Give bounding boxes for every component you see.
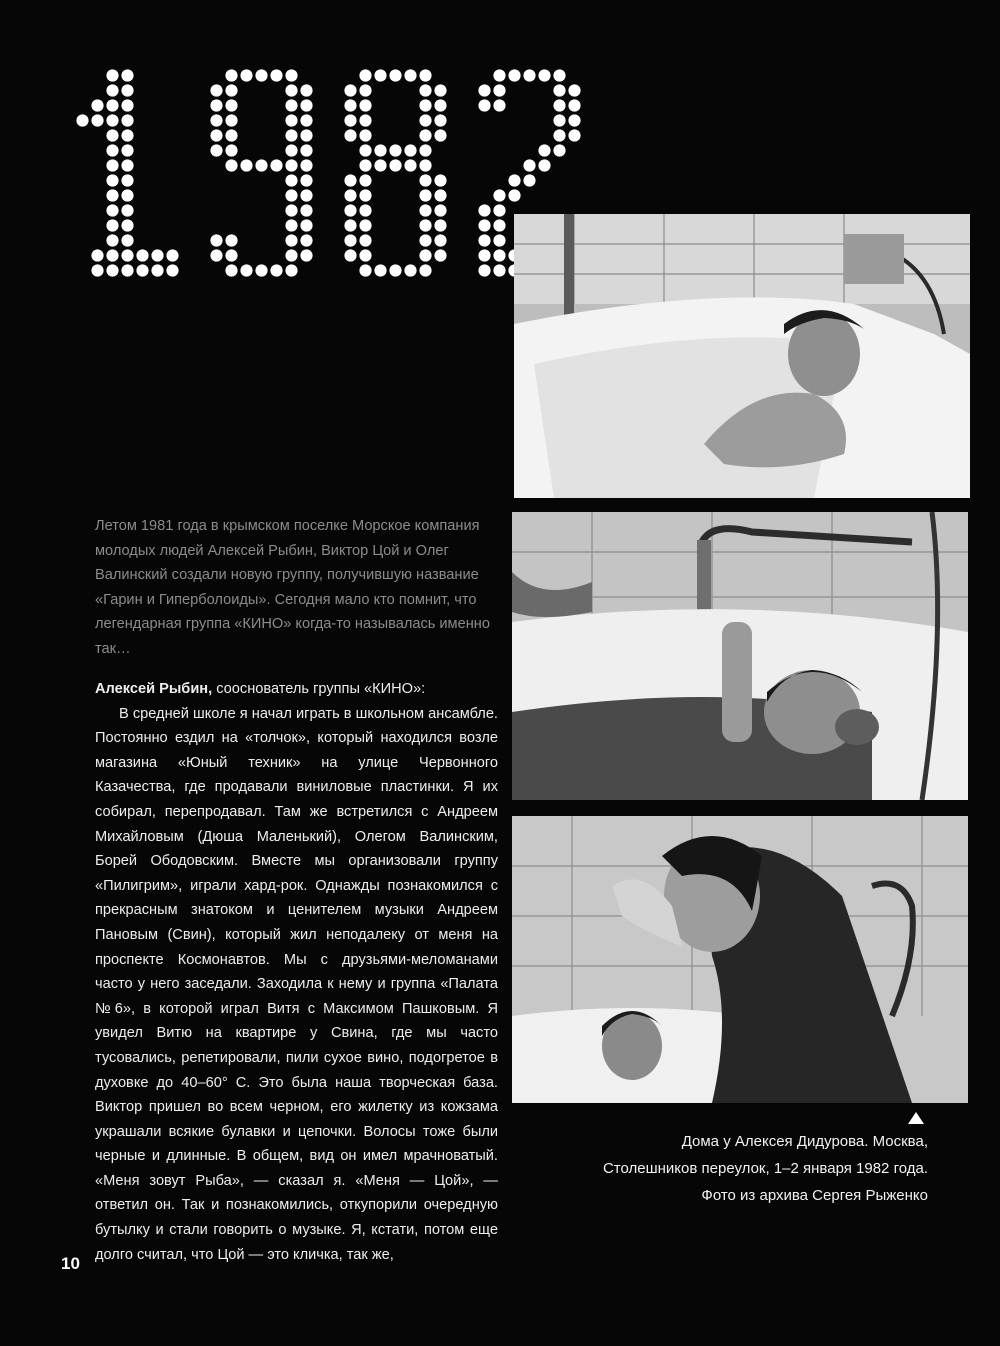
year-dot: [106, 249, 118, 261]
year-dot: [106, 159, 118, 171]
year-dot: [523, 69, 535, 81]
year-dot: [478, 264, 490, 276]
year-dot: [121, 159, 133, 171]
year-dot: [568, 114, 580, 126]
year-dot: [225, 264, 237, 276]
year-dot: [344, 174, 356, 186]
year-dot: [553, 144, 565, 156]
year-dot: [106, 264, 118, 276]
year-dot: [419, 174, 431, 186]
year-dot: [121, 129, 133, 141]
year-dot: [523, 159, 535, 171]
year-dot: [359, 219, 371, 231]
year-dot: [270, 264, 282, 276]
article-lead: [95, 677, 498, 702]
year-dot: [553, 69, 565, 81]
year-dot: [419, 69, 431, 81]
year-dot: [419, 159, 431, 171]
year-dot: [419, 114, 431, 126]
year-dot: [344, 129, 356, 141]
photo-bathtub-2: [512, 512, 968, 800]
year-dot: [538, 159, 550, 171]
year-dot: [285, 204, 297, 216]
year-dot: [91, 99, 103, 111]
year-dot: [359, 174, 371, 186]
year-dot: [404, 159, 416, 171]
year-dot: [568, 84, 580, 96]
year-dot: [493, 264, 505, 276]
year-dot: [344, 99, 356, 111]
year-dot: [389, 159, 401, 171]
year-dot: [210, 144, 222, 156]
year-dot: [285, 249, 297, 261]
article-text: [95, 677, 498, 1267]
year-dot: [553, 129, 565, 141]
year-dot: [300, 99, 312, 111]
year-dot: [285, 234, 297, 246]
year-dot: [389, 69, 401, 81]
year-dot: [359, 249, 371, 261]
article-body: В средней школе я начал играть в школьном ансамбле. Постоянно ездил на «толчок», который находился возле магазина «Юный техник» на улице Червонного Казачества, где продавали виниловые пластинки. Я их собирал, перепродавал. Там же встретился с Андреем Михайловым (Дюша Маленький), Олегом Валинским, Борей Ободовским. Вместе мы организовали группу «Пилигрим», играли хард-рок. Однажды познакомился с прекрасным знатоком и ценителем музыки Андреем Пановым (Свин), который жил неподалеку от меня на проспекте Космонавтов. Мы с друзьями-меломанами часто у него заседали. Заходила к нему и группа «Палата №6», в которой играл Витя с Максимом Пашковым. Я увидел Витю на квартире у Свина, где мы часто тусовались, репетировали, пили сухое вино, подогретое в духовке до 40–60° С. Это была наша творческая база. Виктор пришел во всем черном, его жилетку из кожзама украшали всякие булавки и цепочки. Волосы тоже были черные и длинные. В общем, вид он имел мрачноватый. «Меня зовут Рыба», — сказал я. «Меня — Цой», — ответил он. Так и познакомились, откупорили очередную бутылку и стали говорить о музыке. Я, кстати, потом еще долго считал, что Цой — это кличка, так же,: [95, 705, 498, 1263]
photo-bathtub-1: [514, 214, 970, 498]
year-dot: [106, 189, 118, 201]
year-dot: [359, 69, 371, 81]
year-dot: [359, 159, 371, 171]
year-dot: [225, 114, 237, 126]
year-dot: [300, 159, 312, 171]
year-dot: [389, 264, 401, 276]
year-dot: [300, 144, 312, 156]
year-dot: [359, 129, 371, 141]
year-dot: [121, 99, 133, 111]
year-dot: [568, 99, 580, 111]
year-dot: [121, 69, 133, 81]
year-dot: [225, 159, 237, 171]
year-dot: [240, 69, 252, 81]
year-dot: [285, 99, 297, 111]
year-dot: [359, 144, 371, 156]
year-dot: [344, 219, 356, 231]
year-dot: [419, 144, 431, 156]
year-dot: [106, 234, 118, 246]
year-dot: [359, 114, 371, 126]
year-dot: [240, 264, 252, 276]
year-dot: [270, 159, 282, 171]
year-dot: [300, 219, 312, 231]
year-dot: [121, 234, 133, 246]
year-dot: [359, 234, 371, 246]
year-dot: [121, 144, 133, 156]
year-dot: [121, 219, 133, 231]
year-dot: [493, 234, 505, 246]
year-dot: [300, 114, 312, 126]
year-dot: [359, 189, 371, 201]
year-dot: [478, 204, 490, 216]
year-dot: [538, 144, 550, 156]
year-headline: [75, 68, 585, 278]
year-dot: [225, 234, 237, 246]
speaker-name: Алексей Рыбин,: [95, 681, 213, 697]
year-dot: [300, 174, 312, 186]
intro-paragraph: Летом 1981 года в крымском поселке Морское компания молодых людей Алексей Рыбин, Виктор Цой и Олег Валинский создали новую группу, получившую название «Гарин и Гиперболоиды». Сегодня мало кто помнит, что легендарная группа «КИНО» когда-то называлась именно так…: [95, 518, 490, 657]
year-dot: [374, 159, 386, 171]
year-dot: [374, 69, 386, 81]
year-dot: [91, 114, 103, 126]
year-dot: [210, 249, 222, 261]
year-dot: [285, 114, 297, 126]
year-dot: [374, 264, 386, 276]
year-dot: [255, 69, 267, 81]
year-dot: [300, 234, 312, 246]
year-dot: [359, 204, 371, 216]
year-dot: [210, 114, 222, 126]
year-dot: [478, 234, 490, 246]
year-dot: [300, 249, 312, 261]
year-dot: [493, 219, 505, 231]
year-dot: [300, 204, 312, 216]
year-dot: [493, 99, 505, 111]
year-dot: [210, 234, 222, 246]
year-dot: [419, 189, 431, 201]
year-dot: [434, 99, 446, 111]
photo-bathtub-3: [512, 816, 968, 1103]
year-dot: [136, 264, 148, 276]
year-dot: [538, 69, 550, 81]
year-dot: [493, 189, 505, 201]
year-dot: [106, 129, 118, 141]
year-dot: [106, 114, 118, 126]
year-dot: [210, 99, 222, 111]
year-dot: [493, 84, 505, 96]
year-dot: [151, 249, 163, 261]
year-dot: [508, 189, 520, 201]
year-dot: [434, 219, 446, 231]
year-dot: [166, 264, 178, 276]
year-dot: [434, 114, 446, 126]
year-dot: [434, 174, 446, 186]
year-dot: [285, 189, 297, 201]
year-dot: [478, 99, 490, 111]
year-dot: [240, 159, 252, 171]
year-dot: [91, 264, 103, 276]
year-dot: [225, 69, 237, 81]
year-dot: [493, 204, 505, 216]
year-dot: [419, 129, 431, 141]
year-dot: [285, 144, 297, 156]
year-dot: [568, 129, 580, 141]
year-dot: [225, 99, 237, 111]
year-dot: [478, 219, 490, 231]
year-dot: [285, 174, 297, 186]
year-dot: [359, 99, 371, 111]
triangle-up-icon: [908, 1112, 924, 1124]
year-dot: [91, 249, 103, 261]
year-dot: [106, 69, 118, 81]
year-dot: [106, 174, 118, 186]
year-dot: [419, 234, 431, 246]
year-dot: [359, 84, 371, 96]
year-dot: [419, 84, 431, 96]
year-dot: [419, 264, 431, 276]
page-number: 10: [61, 1254, 80, 1273]
year-dot: [374, 144, 386, 156]
year-dot: [493, 249, 505, 261]
speaker-role: сооснователь группы «КИНО»:: [212, 681, 426, 697]
year-dot: [404, 144, 416, 156]
year-dot: [225, 249, 237, 261]
year-dot: [166, 249, 178, 261]
year-dot: [285, 129, 297, 141]
photo-caption: [508, 1128, 928, 1209]
year-dot: [285, 84, 297, 96]
year-dot: [225, 144, 237, 156]
year-dot: [344, 204, 356, 216]
year-dot: [225, 129, 237, 141]
year-dot: [121, 114, 133, 126]
year-dot: [121, 249, 133, 261]
year-dot: [136, 249, 148, 261]
year-dot: [389, 144, 401, 156]
year-dot: [508, 69, 520, 81]
year-dot: [419, 219, 431, 231]
year-dot: [434, 204, 446, 216]
year-dot: [419, 99, 431, 111]
year-dot: [508, 174, 520, 186]
year-dot: [419, 249, 431, 261]
year-dot: [493, 69, 505, 81]
year-dot: [270, 69, 282, 81]
year-dot: [106, 144, 118, 156]
year-dot: [359, 264, 371, 276]
year-dot: [121, 264, 133, 276]
year-dot: [434, 249, 446, 261]
year-dot: [434, 84, 446, 96]
year-dot: [106, 204, 118, 216]
year-dot: [300, 189, 312, 201]
year-dot: [121, 174, 133, 186]
year-dot: [106, 99, 118, 111]
year-dot: [344, 234, 356, 246]
year-dot: [344, 249, 356, 261]
year-dot: [210, 129, 222, 141]
year-dot: [523, 174, 535, 186]
year-dot: [121, 204, 133, 216]
year-dot: [478, 249, 490, 261]
year-dot: [121, 84, 133, 96]
year-dot: [76, 114, 88, 126]
year-dot: [434, 129, 446, 141]
year-dot: [255, 159, 267, 171]
caption-line: Столешников переулок, 1–2 января 1982 года.: [602, 1160, 928, 1177]
caption-line: Дома у Алексея Дидурова. Москва,: [681, 1133, 928, 1150]
year-dot: [300, 84, 312, 96]
year-dot: [285, 69, 297, 81]
caption-line: Фото из архива Сергея Рыженко: [701, 1187, 928, 1204]
year-dot: [285, 159, 297, 171]
year-dot: [344, 84, 356, 96]
year-dot: [404, 69, 416, 81]
year-dot: [553, 84, 565, 96]
year-dot: [121, 189, 133, 201]
year-dot: [151, 264, 163, 276]
year-dot: [225, 84, 237, 96]
year-dot: [434, 189, 446, 201]
year-dot: [478, 84, 490, 96]
year-dot: [419, 204, 431, 216]
year-dot: [210, 84, 222, 96]
year-dot: [106, 219, 118, 231]
year-dot: [285, 219, 297, 231]
year-dot: [553, 114, 565, 126]
year-dot: [344, 189, 356, 201]
year-dot: [434, 234, 446, 246]
year-dot: [106, 84, 118, 96]
year-dot: [344, 114, 356, 126]
year-dot: [300, 129, 312, 141]
year-dot: [553, 99, 565, 111]
year-dot: [285, 264, 297, 276]
year-dot: [255, 264, 267, 276]
year-dot: [404, 264, 416, 276]
